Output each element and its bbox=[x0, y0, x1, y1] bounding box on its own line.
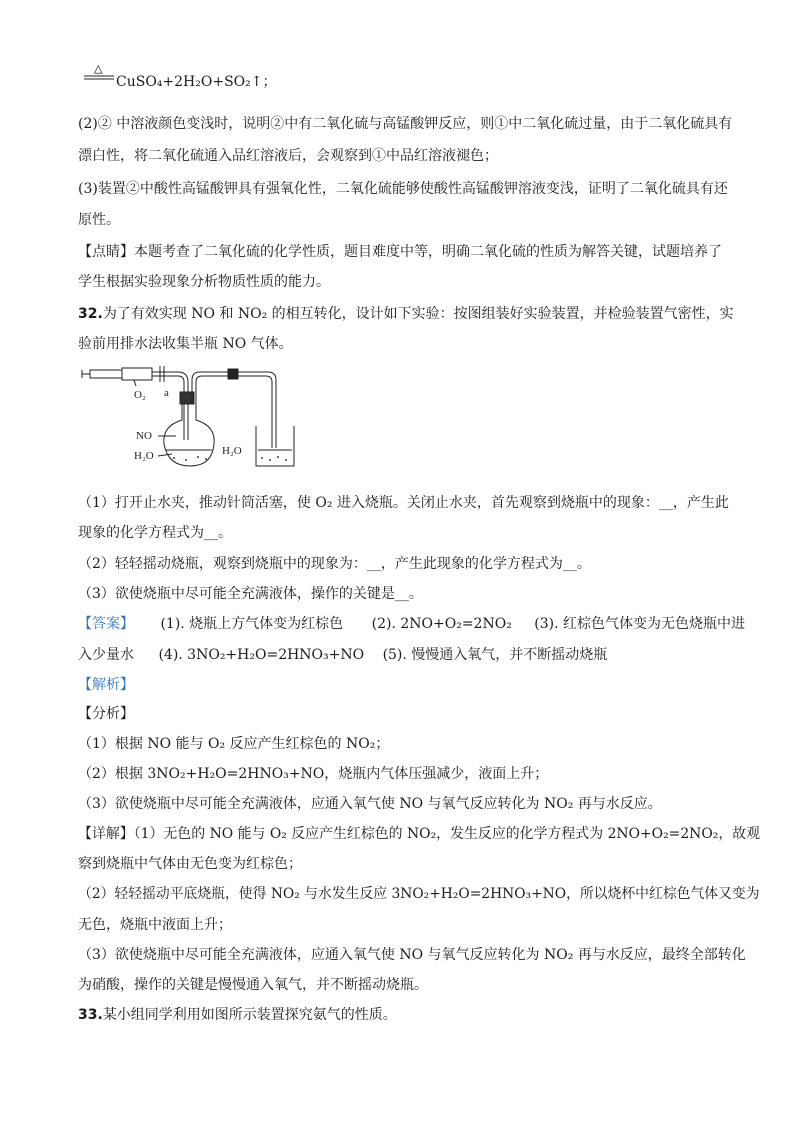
detail-3-line2: 为硝酸，操作的关键是慢慢通入氧气，并不断摇动烧瓶。 bbox=[78, 977, 428, 993]
detail-line1: 【详解】（1）无色的 NO 能与 O₂ 反应产生红棕色的 NO₂，发生反应的化学方程式为 2NO+O₂=2NO₂，故观 bbox=[78, 826, 761, 842]
detail-2-line1: （2）轻轻摇动平底烧瓶，使得 NO₂ 与水发生反应 3NO₂+H₂O=2HNO₃+NO，所以烧杯中红棕色气体又变为 bbox=[78, 886, 760, 902]
q32-answer-line1 bbox=[78, 615, 745, 633]
detail-3-line1: （3）欲使烧瓶中尽可能全充满液体，应通入氧气使 NO 与氧气反应转化为 NO₂ 再与水反应，最终全部转化 bbox=[78, 947, 746, 963]
analysis-tag: 【解析】 bbox=[78, 677, 134, 693]
label-o2: O₂ bbox=[134, 389, 146, 401]
fenxi-1: （1）根据 NO 能与 O₂ 反应产生红棕色的 NO₂； bbox=[78, 736, 390, 752]
fenxi-3: （3）欲使烧瓶中尽可能全充满液体，应通入氧气使 NO 与氧气反应转化为 NO₂ 再与水反应。 bbox=[78, 796, 662, 812]
answer-4: (4). 3NO₂+H₂O=2HNO₃+NO bbox=[158, 647, 365, 663]
syringe-barrel bbox=[122, 368, 152, 380]
apparatus-figure bbox=[78, 362, 318, 474]
syringe-plunger bbox=[90, 370, 122, 378]
answer-5: (5). 慢慢通入氧气，并不断摇动烧瓶 bbox=[382, 647, 608, 663]
q31-part3-line1: (3)装置②中酸性高锰酸钾具有强氧化性，二氧化硫能够使酸性高锰酸钾溶液变浅，证明了二氧化硫具有还 bbox=[78, 181, 728, 197]
q31-comment-line1: 【点睛】本题考查了二氧化硫的化学性质，题目难度中等，明确二氧化硫的性质为解答关键，试题培养了 bbox=[78, 244, 722, 260]
q33-stem-text: 某小组同学利用如图所示装置探究氨气的性质。 bbox=[102, 1007, 397, 1023]
q32-stem-line2: 验前用排水法收集半瓶 NO 气体。 bbox=[78, 336, 293, 352]
q33-stem bbox=[78, 1006, 397, 1024]
answer-2: (2). 2NO+O₂=2NO₂ bbox=[371, 616, 512, 632]
q32-number: 32. bbox=[78, 306, 103, 322]
q31-part2-line1: (2)② 中溶液颜色变浅时，说明②中有二氧化硫与高锰酸钾反应，则①中二氧化硫过量，由于二氧化硫具有 bbox=[78, 116, 733, 132]
answer-3-cont: 入少量水 bbox=[78, 647, 134, 663]
label-h2o-beaker: H₂O bbox=[222, 445, 242, 457]
fenxi-2: （2）根据 3NO₂+H₂O=2HNO₃+NO，烧瓶内气体压强减少，液面上升； bbox=[78, 766, 549, 782]
answer-tag: 【答案】 bbox=[78, 616, 134, 632]
label-h2o-flask: H₂O bbox=[134, 450, 154, 462]
beaker bbox=[256, 426, 294, 466]
q33-number: 33. bbox=[78, 1007, 103, 1023]
detail-2-line2: 无色，烧瓶中液面上升； bbox=[78, 917, 232, 933]
q32-stem-line1 bbox=[78, 305, 734, 323]
q32-sub1-line1: （1）打开止水夹，推动针筒活塞，使 O₂ 进入烧瓶。关闭止水夹，首先观察到烧瓶中的现象：__，产生此 bbox=[78, 495, 729, 511]
reaction-condition-sign bbox=[84, 62, 116, 84]
q32-sub2: （2）轻轻摇动烧瓶，观察到烧瓶中的现象为：__，产生此现象的化学方程式为__。 bbox=[78, 556, 591, 572]
label-no: NO bbox=[136, 430, 152, 442]
q31-part2-line2: 漂白性，将二氧化硫通入品红溶液后，会观察到①中品红溶液褪色； bbox=[78, 148, 498, 164]
q31-part3-line2: 原性。 bbox=[78, 212, 120, 228]
q32-sub1-line2: 现象的化学方程式为__。 bbox=[78, 525, 232, 541]
q32-sub3: （3）欲使烧瓶中尽可能全充满液体，操作的关键是__。 bbox=[78, 586, 423, 602]
heat-symbol: △ bbox=[94, 62, 103, 75]
q32-stem-text: 为了有效实现 NO 和 NO₂ 的相互转化，设计如下实验：按图组装好实验装置，并检验装置气密性，实 bbox=[102, 306, 734, 322]
label-a: a bbox=[164, 387, 169, 399]
answer-3: (3). 红棕色气体变为无色烧瓶中进 bbox=[534, 616, 745, 632]
answer-1: (1). 烧瓶上方气体变为红棕色 bbox=[160, 616, 344, 632]
detail-line2: 察到烧瓶中气体由无色变为红棕色； bbox=[78, 856, 302, 872]
q31-comment-line2: 学生根据实验现象分析物质性质的能力。 bbox=[78, 274, 330, 290]
fenxi-tag: 【分析】 bbox=[78, 706, 134, 722]
q32-answer-line2 bbox=[78, 646, 607, 664]
reaction-tail: CuSO₄+2H₂O+SO₂↑； bbox=[116, 74, 277, 90]
